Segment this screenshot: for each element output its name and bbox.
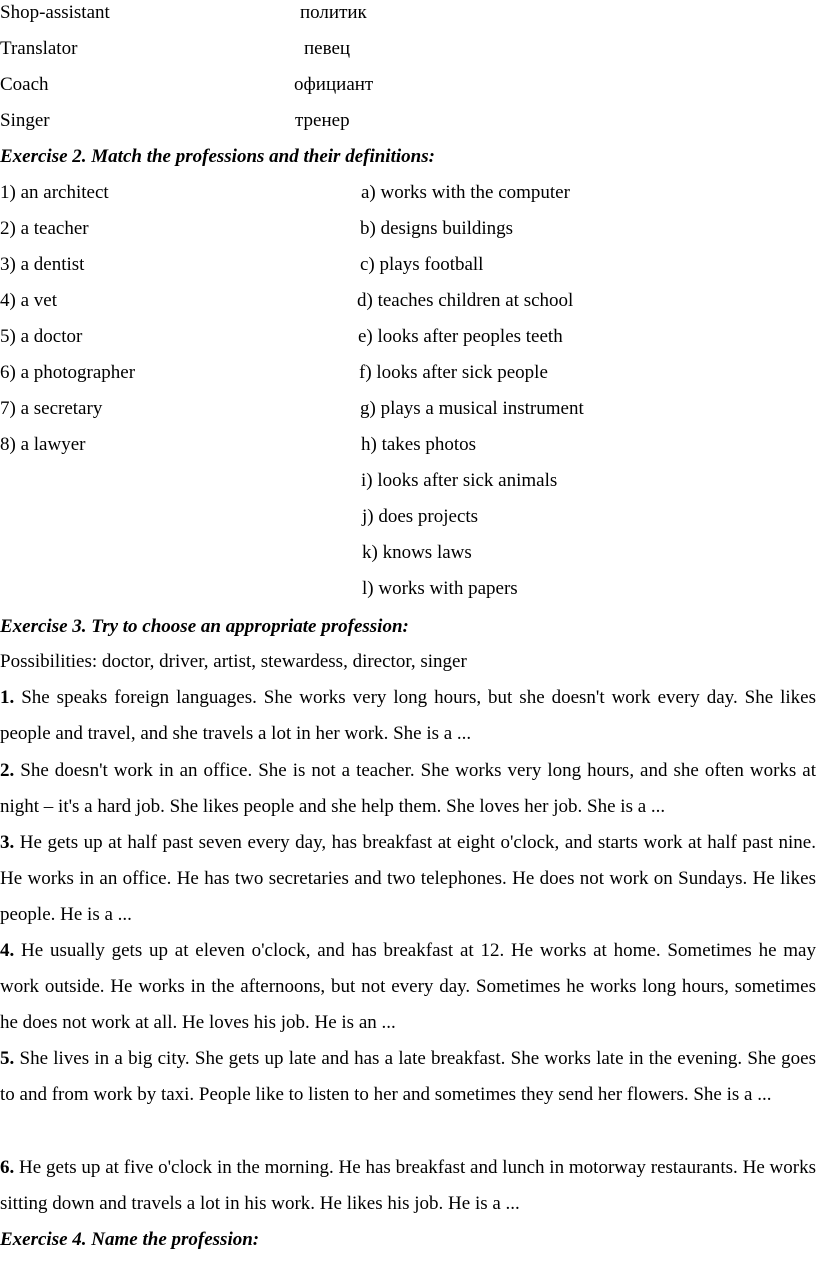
question-6-number: 6. bbox=[0, 1157, 15, 1178]
question-3 bbox=[0, 825, 816, 934]
vocab-en-4: Singer bbox=[0, 110, 50, 131]
vocab-ru-2: певец bbox=[304, 38, 351, 59]
vocab-en-2: Translator bbox=[0, 38, 78, 59]
question-3-text: He gets up at half past seven every day, has breakfast at eight o'clock, and starts work at half past nine. He works in an office. He has two secretaries and two telephones. He does not work on Sundays. He likes people. He is a ... bbox=[0, 832, 816, 926]
definition-i: i) looks after sick animals bbox=[361, 470, 558, 491]
exercise-4-title: Exercise 4. Name the profession: bbox=[0, 1229, 260, 1250]
vocab-en-1: Shop-assistant bbox=[0, 2, 110, 23]
profession-3: 3) a dentist bbox=[0, 254, 85, 275]
profession-4: 4) a vet bbox=[0, 290, 57, 311]
question-5-text: She lives in a big city. She gets up late and has a late breakfast. She works late in the evening. She goes to and from work by taxi. People like to listen to her and sometimes they send her flowers. She is a ... bbox=[0, 1048, 816, 1106]
definition-h: h) takes photos bbox=[361, 434, 477, 455]
definition-b: b) designs buildings bbox=[360, 218, 514, 239]
exercise-3-title: Exercise 3. Try to choose an appropriate profession: bbox=[0, 616, 409, 637]
question-1-number: 1. bbox=[0, 687, 15, 708]
profession-8: 8) a lawyer bbox=[0, 434, 86, 455]
profession-7: 7) a secretary bbox=[0, 398, 103, 419]
question-5-number: 5. bbox=[0, 1048, 15, 1069]
profession-6: 6) a photographer bbox=[0, 362, 136, 383]
definition-j: j) does projects bbox=[362, 506, 479, 527]
question-2-text: She doesn't work in an office. She is not a teacher. She works very long hours, and she often works at night – it's a hard job. She likes people and she help them. She loves her job. She is a ... bbox=[0, 760, 816, 818]
vocab-ru-1: политик bbox=[300, 2, 367, 23]
question-6 bbox=[0, 1150, 816, 1222]
profession-1: 1) an architect bbox=[0, 182, 109, 203]
definition-g: g) plays a musical instrument bbox=[360, 398, 584, 419]
question-1-text: She speaks foreign languages. She works very long hours, but she doesn't work every day. She likes people and travel, and she travels a lot in her work. She is a ... bbox=[0, 687, 816, 745]
question-4-number: 4. bbox=[0, 940, 15, 961]
profession-2: 2) a teacher bbox=[0, 218, 89, 239]
question-2 bbox=[0, 753, 816, 825]
question-1 bbox=[0, 680, 816, 752]
definition-e: e) looks after peoples teeth bbox=[358, 326, 563, 347]
definition-c: c) plays football bbox=[360, 254, 484, 275]
question-4 bbox=[0, 933, 816, 1042]
vocab-en-3: Coach bbox=[0, 74, 49, 95]
vocab-ru-3: официант bbox=[294, 74, 374, 95]
vocab-ru-4: тренер bbox=[295, 110, 350, 131]
possibilities-list: Possibilities: doctor, driver, artist, stewardess, director, singer bbox=[0, 651, 467, 672]
question-2-number: 2. bbox=[0, 760, 15, 781]
exercise-2-title: Exercise 2. Match the professions and their definitions: bbox=[0, 146, 435, 167]
question-3-number: 3. bbox=[0, 832, 15, 853]
definition-d: d) teaches children at school bbox=[357, 290, 574, 311]
question-5 bbox=[0, 1041, 816, 1113]
definition-l: l) works with papers bbox=[362, 578, 518, 599]
profession-5: 5) a doctor bbox=[0, 326, 83, 347]
definition-a: a) works with the computer bbox=[361, 182, 570, 203]
question-4-text: He usually gets up at eleven o'clock, and has breakfast at 12. He works at home. Sometimes he may work outside. He works in the afternoons, but not every day. Sometimes he works long hours, sometimes he does not work at all. He loves his job. He is an ... bbox=[0, 940, 816, 1034]
definition-f: f) looks after sick people bbox=[359, 362, 548, 383]
definition-k: k) knows laws bbox=[362, 542, 472, 563]
question-6-text: He gets up at five o'clock in the morning. He has breakfast and lunch in motorway restaurants. He works sitting down and travels a lot in his work. He likes his job. He is a ... bbox=[0, 1157, 816, 1215]
